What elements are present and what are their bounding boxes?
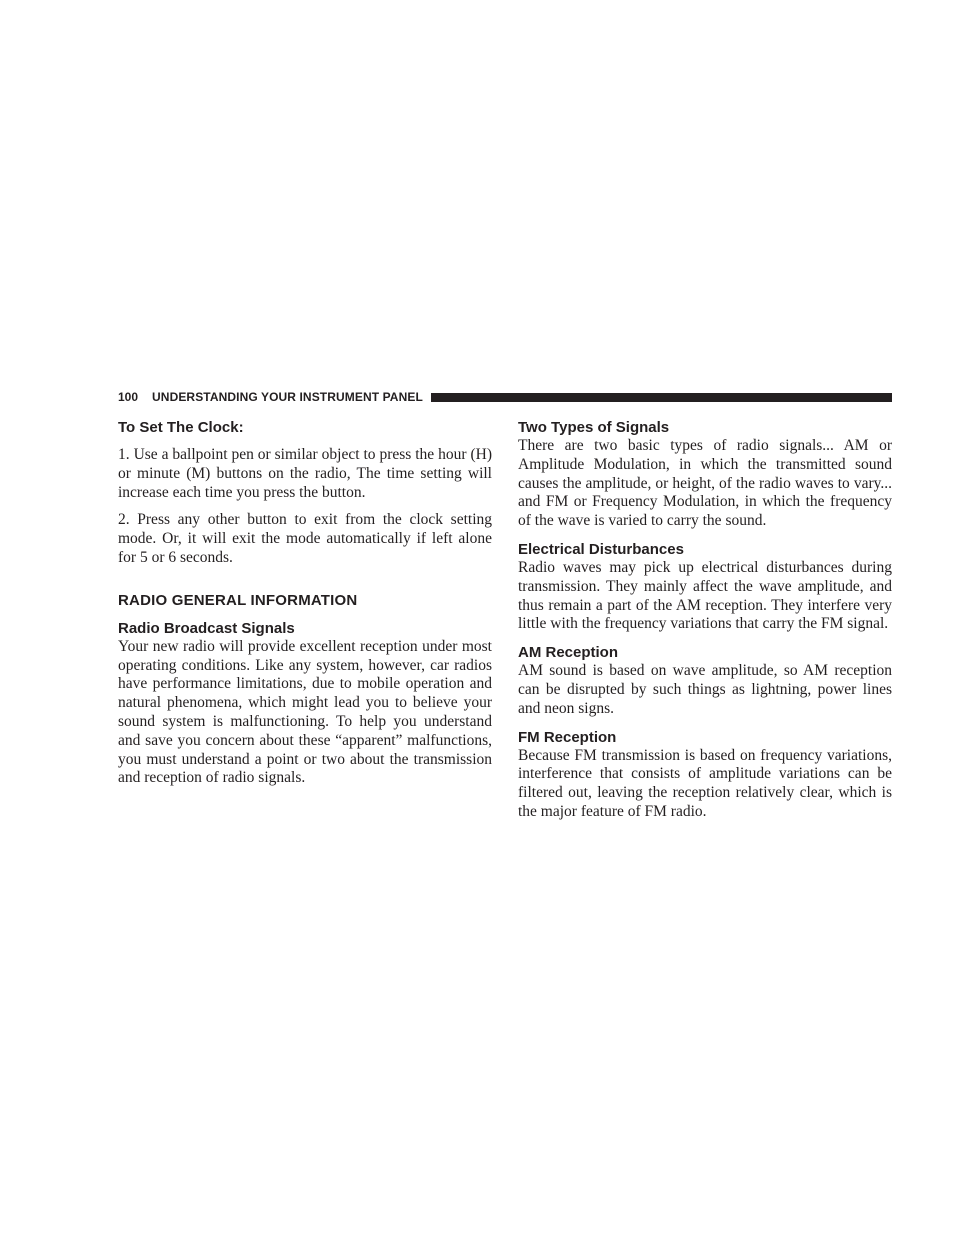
radio-info-heading: RADIO GENERAL INFORMATION xyxy=(118,591,358,609)
page-header xyxy=(118,390,892,404)
fm-heading: FM Reception xyxy=(518,728,617,746)
two-types-text: There are two basic types of radio signals... AM or Amplitude Modulation, in which the transmitted sound causes the amplitude, or height, of the radio waves to vary... and FM or Frequency Modulation, in which the frequency of the wave is varied to carry the sound. xyxy=(518,437,892,530)
right-column xyxy=(518,418,892,822)
clock-step-1: 1. Use a ballpoint pen or similar object to press the hour (H) or minute (M) buttons on the radio, The time setting will increase each time you press the button. xyxy=(118,446,492,501)
clock-step-2: 2. Press any other button to exit from the clock setting mode. Or, it will exit the mode automatically if left alone for 5 or 6 seconds. xyxy=(118,511,492,566)
section-title: UNDERSTANDING YOUR INSTRUMENT PANEL xyxy=(152,390,423,404)
broadcast-heading: Radio Broadcast Signals xyxy=(118,619,295,637)
am-heading: AM Reception xyxy=(518,644,619,662)
two-types-heading: Two Types of Signals xyxy=(518,419,670,436)
fm-text: Because FM transmission is based on frequency variations, interference that consists of amplitude variations can be filtered out, leaving the reception relatively clear, which is the major feature of FM radio. xyxy=(518,746,892,820)
broadcast-text: Your new radio will provide excellent reception under most operating conditions. Like any system, however, car radios have performance limitations, due to mobile operation and natural phenomena, which might lead you to believe your sound system is malfunctioning. To help you understand and save you concern about these “apparent” malfunctions, you must understand a point or two about the transmission and reception of radio signals. xyxy=(118,637,492,787)
page-number: 100 xyxy=(118,390,139,404)
clock-heading: To Set The Clock: xyxy=(118,419,244,436)
left-column xyxy=(118,418,492,788)
header-rule xyxy=(431,393,892,402)
electrical-heading: Electrical Disturbances xyxy=(518,540,684,558)
electrical-text: Radio waves may pick up electrical disturbances during transmission. They mainly affect the wave amplitude, and thus remain a part of the AM reception. They interfere very little with the frequency variations that carry the FM signal. xyxy=(518,558,892,633)
am-text: AM sound is based on wave amplitude, so AM reception can be disrupted by such things as lightning, power lines and neon signs. xyxy=(518,662,892,717)
